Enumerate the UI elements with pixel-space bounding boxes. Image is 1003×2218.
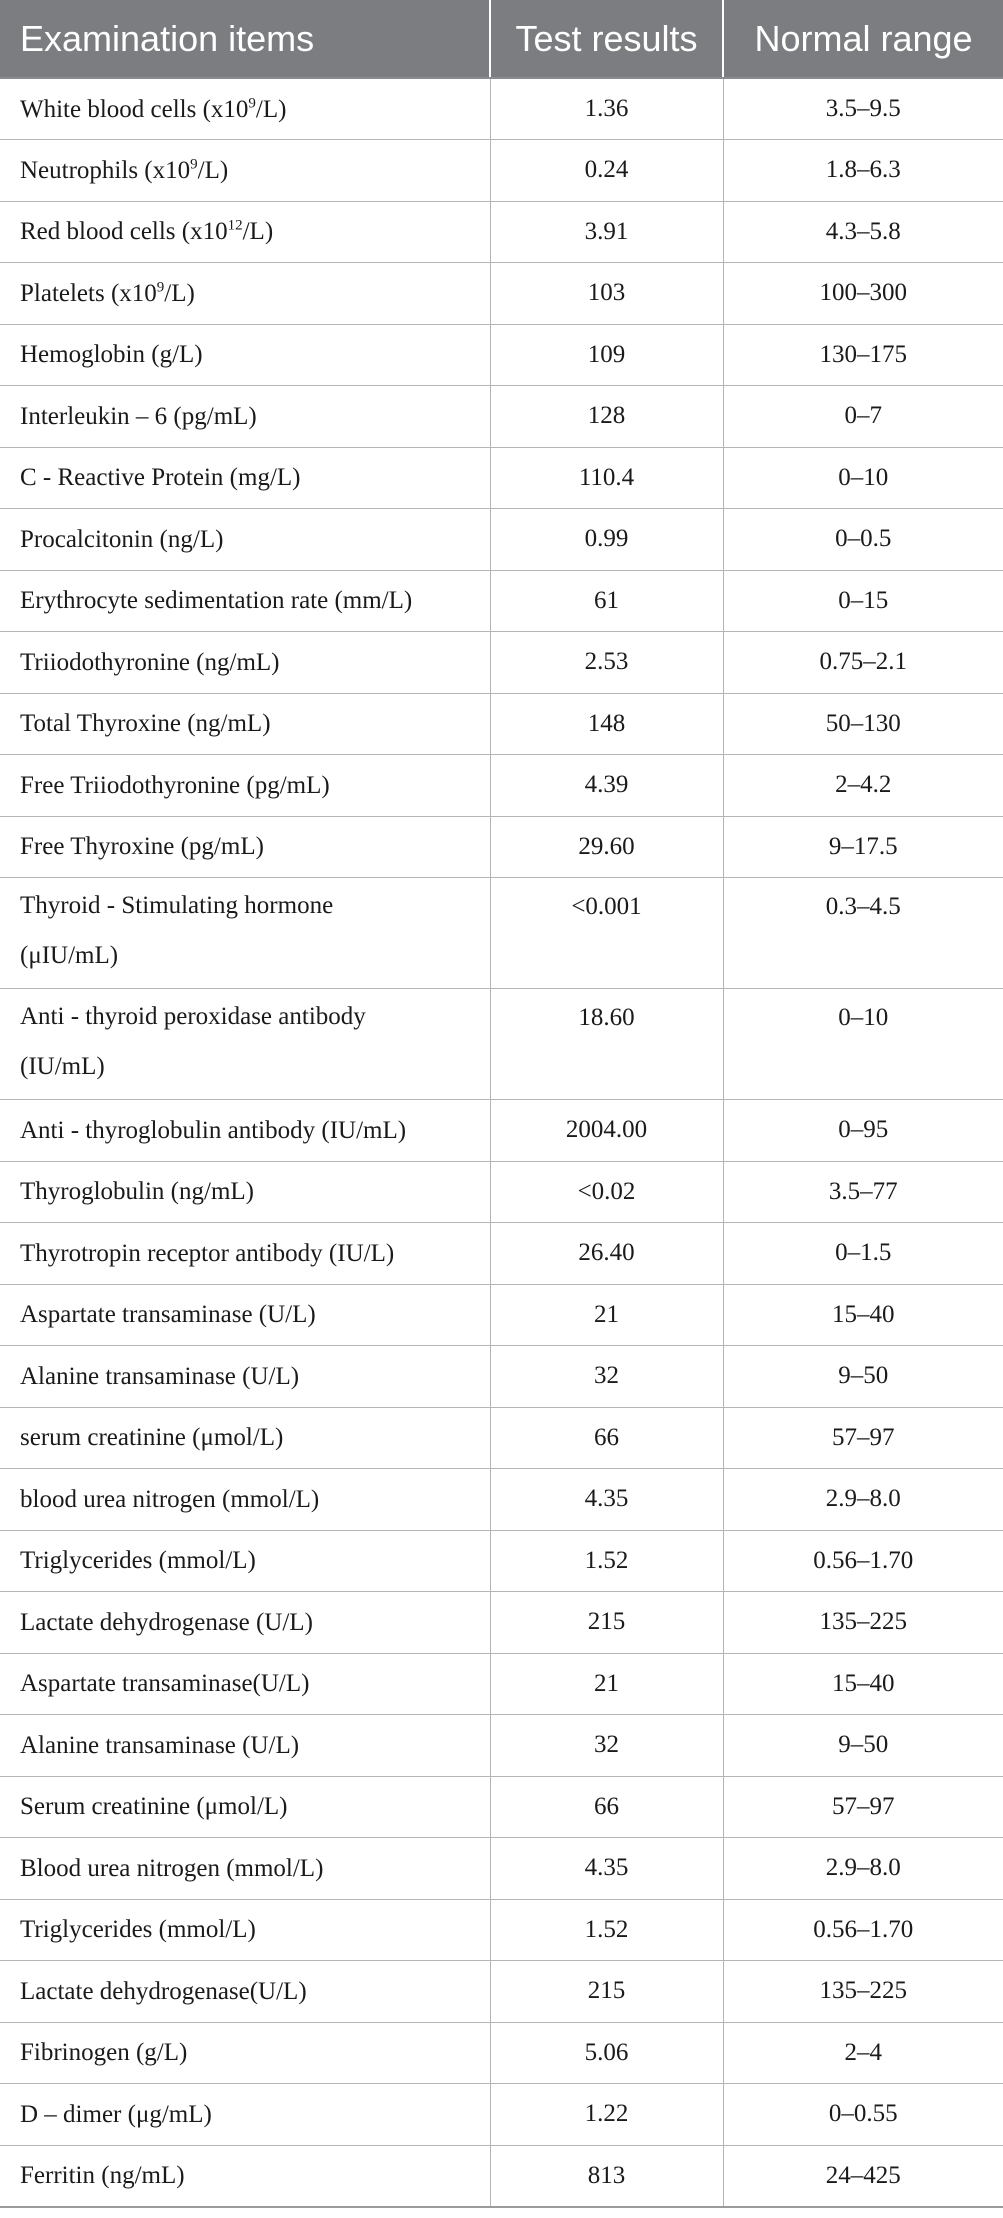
normal-range-cell: 50–130 [723,693,1003,755]
test-result-cell: 21 [490,1284,723,1346]
normal-range-cell: 24–425 [723,2145,1003,2207]
test-result-cell: 110.4 [490,447,723,509]
normal-range-cell: 135–225 [723,1961,1003,2023]
examination-item-cell [0,878,490,989]
test-result-cell: 66 [490,1776,723,1838]
normal-range-cell: 9–50 [723,1715,1003,1777]
normal-range-cell: 9–17.5 [723,816,1003,878]
examination-item-label: Alanine transaminase (U/L) [20,1731,300,1759]
table-row [0,878,1003,989]
test-result-cell: 2.53 [490,632,723,694]
normal-range-cell: 2.9–8.0 [723,1838,1003,1900]
header-test-results: Test results [490,0,723,78]
examination-item-label: Anti - thyroglobulin antibody (IU/mL) [20,1116,407,1144]
table-row [0,632,1003,694]
unit-exponent: 9 [190,156,198,173]
table-row [0,1407,1003,1469]
unit-exponent: 12 [227,217,243,234]
examination-item-cell [0,570,490,632]
normal-range-cell: 0–15 [723,570,1003,632]
examination-item-cell [0,1469,490,1531]
examination-item-cell [0,2145,490,2207]
table-row [0,1346,1003,1408]
test-result-cell: 148 [490,693,723,755]
table-row [0,1223,1003,1285]
test-result-cell: 1.52 [490,1530,723,1592]
normal-range-cell: 0–7 [723,386,1003,448]
examination-item-label: Thyroglobulin (ng/mL) [20,1178,254,1206]
examination-item-label: Interleukin – 6 (pg/mL) [20,402,257,430]
examination-item-label: Triiodothyronine (ng/mL) [20,648,280,676]
header-row [0,0,1003,78]
normal-range-cell: 0.75–2.1 [723,632,1003,694]
test-result-cell: 1.52 [490,1899,723,1961]
examination-item-label: Alanine transaminase (U/L) [20,1362,300,1390]
normal-range-cell: 57–97 [723,1776,1003,1838]
test-result-cell: 5.06 [490,2022,723,2084]
normal-range-cell: 0.56–1.70 [723,1899,1003,1961]
examination-item-cell [0,447,490,509]
header-normal-range: Normal range [723,0,1003,78]
examination-item-label: Anti - thyroid peroxidase antibody [20,1003,366,1030]
test-result-cell: 128 [490,386,723,448]
examination-item-cell [0,509,490,571]
normal-range-cell: 1.8–6.3 [723,140,1003,202]
test-result-cell: 21 [490,1653,723,1715]
test-result-cell: <0.001 [490,878,723,989]
test-result-cell: 4.39 [490,755,723,817]
test-result-cell: 2004.00 [490,1100,723,1162]
table-row [0,1161,1003,1223]
test-result-cell: 4.35 [490,1469,723,1531]
unit-tail: /L) [242,218,274,246]
normal-range-cell: 15–40 [723,1284,1003,1346]
table-row [0,1592,1003,1654]
examination-item-cell [0,1592,490,1654]
examination-item-cell [0,1899,490,1961]
test-result-cell: 0.24 [490,140,723,202]
examination-item-cell [0,324,490,386]
examination-item-cell [0,755,490,817]
normal-range-cell: 2.9–8.0 [723,1469,1003,1531]
table-row [0,509,1003,571]
table-row [0,386,1003,448]
table-row [0,140,1003,202]
examination-item-cell [0,1838,490,1900]
table-row [0,693,1003,755]
examination-item-cell [0,816,490,878]
table-row [0,1653,1003,1715]
examination-item-cell [0,1653,490,1715]
normal-range-cell: 3.5–77 [723,1161,1003,1223]
table-row [0,2084,1003,2146]
test-result-cell: 1.36 [490,78,723,140]
examination-item-cell [0,1530,490,1592]
examination-item-cell [0,1223,490,1285]
examination-item-label: Thyrotropin receptor antibody (IU/L) [20,1239,395,1267]
normal-range-cell: 2–4 [723,2022,1003,2084]
normal-range-cell: 0–10 [723,989,1003,1100]
examination-item-label: Triglycerides (mmol/L) [20,1916,256,1944]
examination-item-label: Thyroid - Stimulating hormone [20,892,334,919]
table-row [0,1284,1003,1346]
test-result-cell: 29.60 [490,816,723,878]
examination-item-label: Ferritin (ng/mL) [20,2162,185,2189]
examination-item-label: Hemoglobin (g/L) [20,341,203,369]
examination-item-label: Blood urea nitrogen (mmol/L) [20,1854,324,1882]
table-row [0,78,1003,140]
examination-item-cell [0,78,490,140]
table-row [0,2145,1003,2207]
normal-range-cell: 0.3–4.5 [723,878,1003,989]
examination-item-label: Neutrophils (x10 [20,156,191,184]
unit-exponent: 9 [248,95,256,112]
normal-range-cell: 2–4.2 [723,755,1003,817]
test-result-cell: 103 [490,263,723,325]
examination-item-label: Lactate dehydrogenase (U/L) [20,1608,313,1636]
normal-range-cell: 100–300 [723,263,1003,325]
examination-item-label: Total Thyroxine (ng/mL) [20,710,271,738]
table-body [0,78,1003,2207]
table-row [0,1469,1003,1531]
normal-range-cell: 3.5–9.5 [723,78,1003,140]
examination-item-label: C - Reactive Protein (mg/L) [20,464,301,492]
normal-range-cell: 0–0.55 [723,2084,1003,2146]
examination-item-cell [0,989,490,1100]
table-header [0,0,1003,78]
examination-item-label: Free Thyroxine (pg/mL) [20,833,264,861]
normal-range-cell: 0–95 [723,1100,1003,1162]
normal-range-cell: 130–175 [723,324,1003,386]
examination-item-cell [0,693,490,755]
examination-item-cell [0,2022,490,2084]
examination-item-cell [0,632,490,694]
examination-item-label: Red blood cells (x10 [20,218,228,246]
test-result-cell: 66 [490,1407,723,1469]
test-result-cell: 18.60 [490,989,723,1100]
test-result-cell: 3.91 [490,201,723,263]
examination-item-cell [0,201,490,263]
test-result-cell: 1.22 [490,2084,723,2146]
unit-tail: /L) [197,156,229,184]
table-row [0,1838,1003,1900]
examination-item-cell [0,263,490,325]
examination-item-label: Free Triiodothyronine (pg/mL) [20,771,330,799]
table-row [0,263,1003,325]
examination-item-label: White blood cells (x10 [20,95,249,123]
table-row [0,201,1003,263]
unit-tail: /L) [164,279,195,307]
examination-item-label: Lactate dehydrogenase(U/L) [20,1977,307,2005]
examination-item-cell [0,1961,490,2023]
examination-item-label: serum creatinine (μmol/L) [20,1424,284,1452]
test-result-cell: 4.35 [490,1838,723,1900]
examination-item-label: blood urea nitrogen (mmol/L) [20,1485,320,1513]
examination-item-cell [0,140,490,202]
examination-item-label: Serum creatinine (μmol/L) [20,1793,288,1821]
examination-item-cell [0,1407,490,1469]
examination-item-cell [0,1100,490,1162]
examination-item-unit: (μIU/mL) [20,942,119,969]
test-result-cell: 0.99 [490,509,723,571]
table-row [0,755,1003,817]
table-row [0,1530,1003,1592]
test-result-cell: 61 [490,570,723,632]
normal-range-cell: 15–40 [723,1653,1003,1715]
table-row [0,989,1003,1100]
table-row [0,1100,1003,1162]
table-row [0,447,1003,509]
table-row [0,1715,1003,1777]
table-row [0,570,1003,632]
table-row [0,1961,1003,2023]
examination-item-label: Triglycerides (mmol/L) [20,1547,256,1575]
normal-range-cell: 0–1.5 [723,1223,1003,1285]
test-result-cell: 32 [490,1715,723,1777]
normal-range-cell: 135–225 [723,1592,1003,1654]
examination-item-label: Aspartate transaminase (U/L) [20,1301,316,1329]
normal-range-cell: 0–10 [723,447,1003,509]
table-row [0,2022,1003,2084]
test-result-cell: 215 [490,1961,723,2023]
test-result-cell: 215 [490,1592,723,1654]
header-examination-items: Examination items [0,0,490,78]
table-row [0,324,1003,386]
table-row [0,1776,1003,1838]
examination-item-cell [0,1346,490,1408]
table-row [0,1899,1003,1961]
examination-item-cell [0,1776,490,1838]
test-result-cell: 26.40 [490,1223,723,1285]
examination-item-label: Platelets (x10 [20,279,157,307]
examination-item-cell [0,1715,490,1777]
examination-item-label: Procalcitonin (ng/L) [20,525,224,553]
examination-item-cell [0,2084,490,2146]
examination-item-cell [0,386,490,448]
examination-item-label: D – dimer (μg/mL) [20,2100,212,2128]
examination-item-cell [0,1284,490,1346]
examination-item-label: Aspartate transaminase(U/L) [20,1670,310,1698]
unit-exponent: 9 [156,279,165,296]
test-result-cell: 109 [490,324,723,386]
test-result-cell: <0.02 [490,1161,723,1223]
examination-item-cell [0,1161,490,1223]
examination-item-label: Fibrinogen (g/L) [20,2039,188,2067]
test-result-cell: 813 [490,2145,723,2207]
normal-range-cell: 0–0.5 [723,509,1003,571]
examination-item-unit: (IU/mL) [20,1053,105,1080]
normal-range-cell: 4.3–5.8 [723,201,1003,263]
table-row [0,816,1003,878]
examination-item-label: Erythrocyte sedimentation rate (mm/L) [20,587,413,615]
test-result-cell: 32 [490,1346,723,1408]
normal-range-cell: 0.56–1.70 [723,1530,1003,1592]
unit-tail: /L) [255,95,287,123]
normal-range-cell: 57–97 [723,1407,1003,1469]
normal-range-cell: 9–50 [723,1346,1003,1408]
